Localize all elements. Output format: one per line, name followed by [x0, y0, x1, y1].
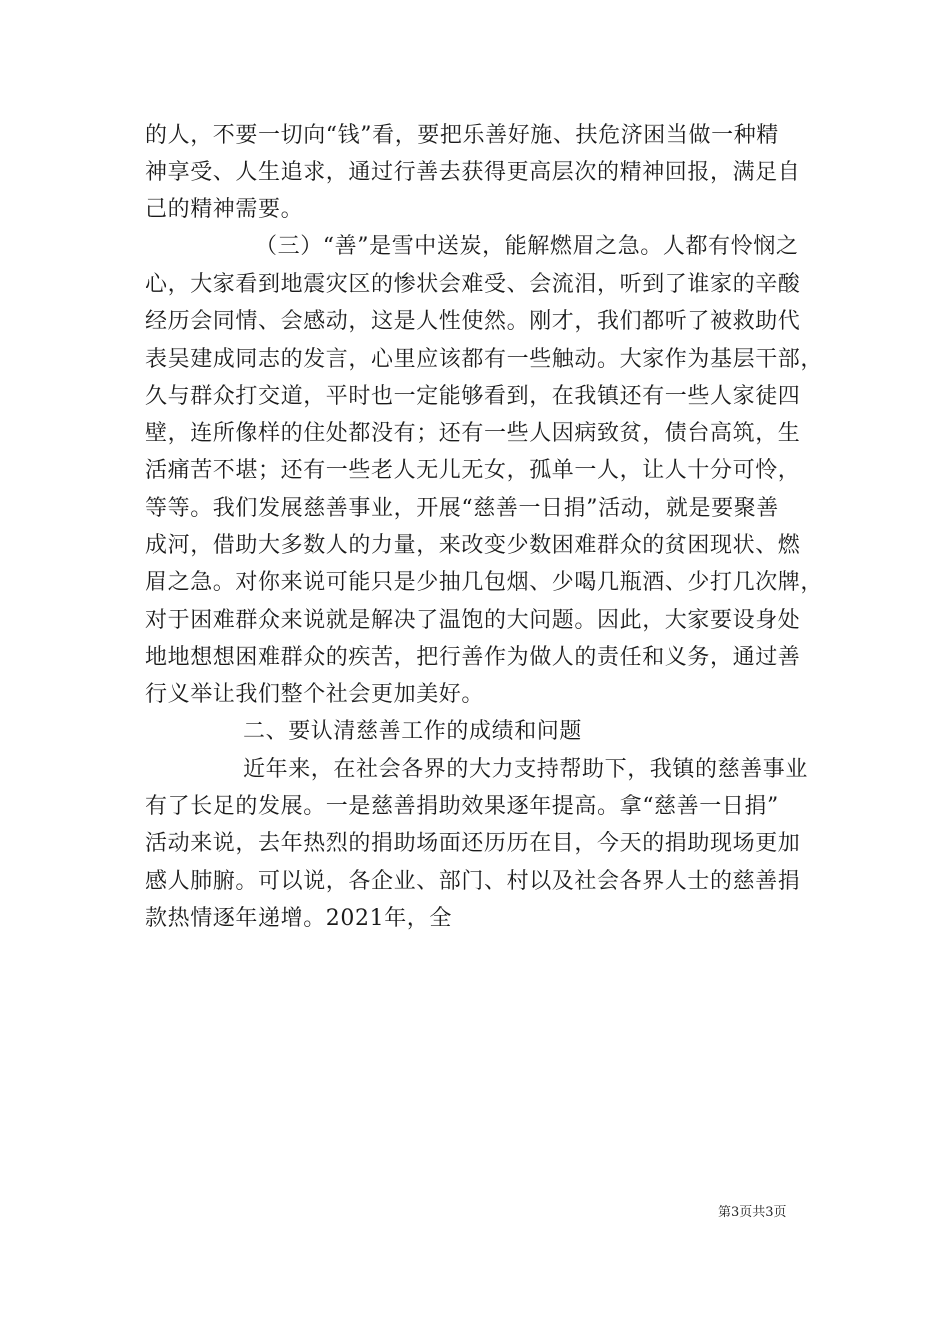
section-heading-2: 二、要认清慈善工作的成绩和问题 [243, 719, 583, 744]
body-text-line: 对于困难群众来说就是解决了温饱的大问题。因此，大家要设身处 [145, 608, 801, 633]
body-text-line: 经历会同情、会感动，这是人性使然。刚才，我们都听了被救助代 [145, 309, 801, 334]
body-text-line: 己的精神需要。 [145, 197, 304, 222]
body-text-line: 成河，借助大多数人的力量，来改变少数困难群众的贫困现状、燃 [145, 533, 801, 558]
body-text-line: 神享受、人生追求，通过行善去获得更高层次的精神回报，满足自 [145, 160, 801, 185]
body-text-line: 表吴建成同志的发言，心里应该都有一些触动。大家作为基层干部， [145, 347, 824, 372]
body-text-line: 地地想想困难群众的疾苦，把行善作为做人的责任和义务，通过善 [145, 645, 801, 670]
body-text-line: 近年来，在社会各界的大力支持帮助下，我镇的慈善事业 [243, 757, 809, 782]
section-heading-3: （三）“善”是雪中送炭，能解燃眉之急。人都有怜悯之 [255, 234, 799, 259]
body-text-line: 活动来说，去年热烈的捐助场面还历历在目，今天的捐助现场更加 [145, 831, 801, 856]
body-text-line: 款热情逐年递增。2021年，全 [145, 906, 452, 931]
body-text-line: 等等。我们发展慈善事业，开展“慈善一日捐”活动，就是要聚善 [145, 496, 779, 521]
body-text-line: 壁，连所像样的住处都没有；还有一些人因病致贫，债台高筑，生 [145, 421, 801, 446]
body-text-line: 有了长足的发展。一是慈善捐助效果逐年提高。拿“慈善一日捐” [145, 794, 779, 819]
body-text-line: 久与群众打交道，平时也一定能够看到，在我镇还有一些人家徒四 [145, 384, 801, 409]
body-text-line: 行义举让我们整个社会更加美好。 [145, 682, 485, 707]
body-text-line: 感人肺腑。可以说，各企业、部门、村以及社会各界人士的慈善捐 [145, 869, 801, 894]
body-text-line: 心，大家看到地震灾区的惨状会难受、会流泪，听到了谁家的辛酸 [145, 272, 801, 297]
body-text-line: 眉之急。对你来说可能只是少抽几包烟、少喝几瓶酒、少打几次牌， [145, 570, 824, 595]
page-number-footer: 第3页共3页 [718, 1205, 787, 1220]
body-text-line: 的人，不要一切向“钱”看，要把乐善好施、扶危济困当做一种精 [145, 123, 779, 148]
body-text-line: 活痛苦不堪；还有一些老人无儿无女，孤单一人，让人十分可怜， [145, 458, 801, 483]
